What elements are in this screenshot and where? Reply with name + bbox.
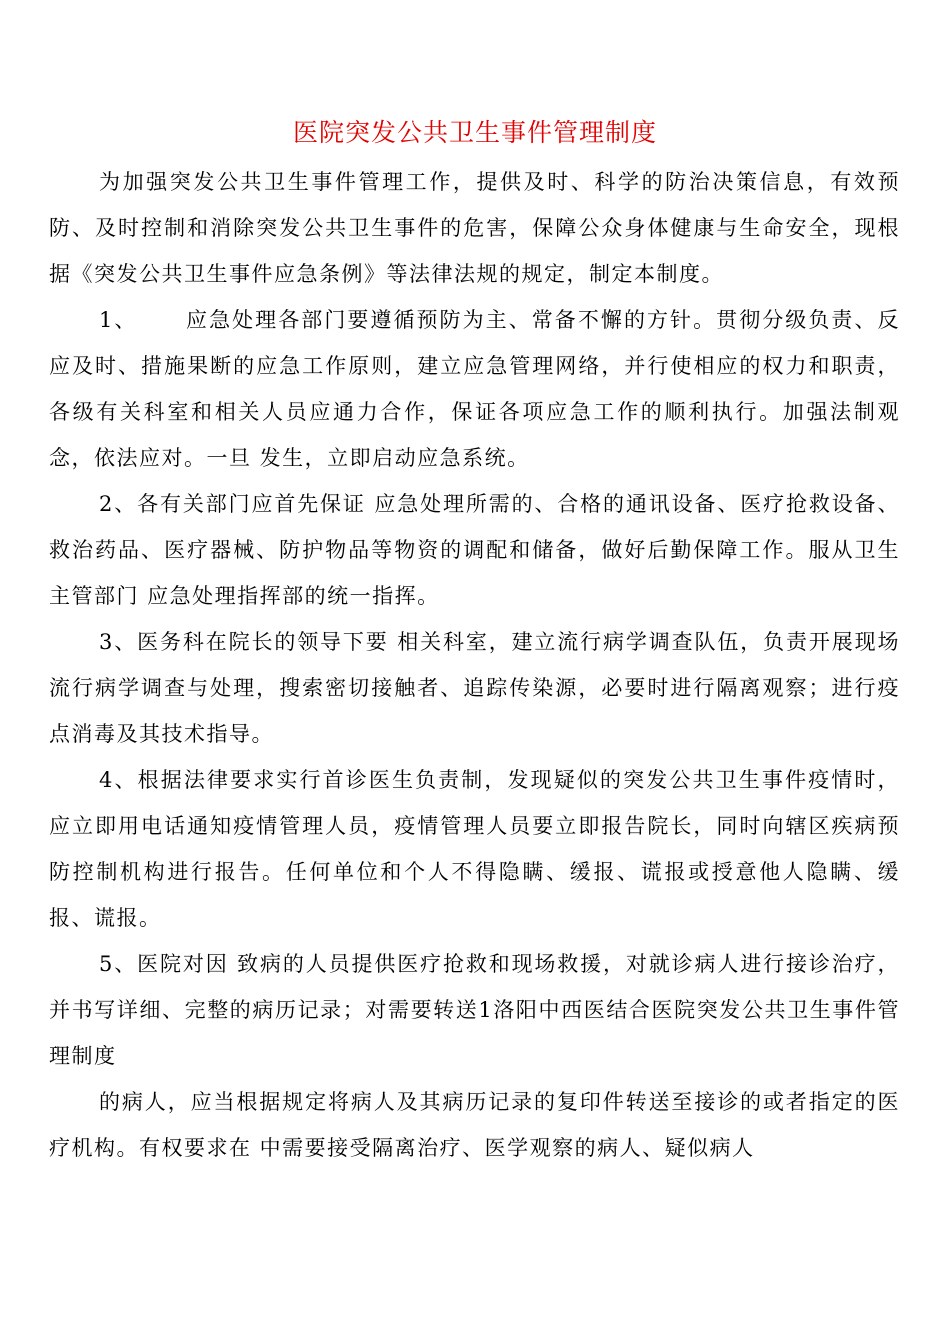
paragraph-intro: 为加强突发公共卫生事件管理工作，提供及时、科学的防治决策信息，有效预防、及时控制和消除突发公共卫生事件的危害，保障公众身体健康与生命安全，现根据《突发公共卫生事件应急条例》等法律法规的规定，制定本制度。	[49, 170, 900, 286]
document-body	[49, 159, 900, 1171]
document-title: 医院突发公共卫生事件管理制度	[292, 118, 657, 147]
paragraph-item-1	[49, 297, 900, 481]
item-1-text: 应急处理各部门要遵循预防为主、常备不懈的方针。贯彻分级负责、反应及时、措施果断的应急工作原则，建立应急管理网络，并行使相应的权力和职责，各级有关科室和相关人员应通力合作，保证各项应急工作的顺利执行。加强法制观念，依法应对。一旦 发生，立即启动应急系统。	[49, 308, 900, 470]
item-1-number: 1、	[99, 308, 138, 332]
paragraph-item-3: 3、医务科在院长的领导下要 相关科室，建立流行病学调查队伍，负责开展现场流行病学调查与处理，搜索密切接触者、追踪传染源，必要时进行隔离观察；进行疫点消毒及其技术指导。	[49, 630, 900, 746]
paragraph-item-4: 4、根据法律要求实行首诊医生负责制，发现疑似的突发公共卫生事件疫情时，应立即用电话通知疫情管理人员，疫情管理人员要立即报告院长，同时向辖区疾病预防控制机构进行报告。任何单位和个人不得隐瞒、缓报、谎报或授意他人隐瞒、缓报、谎报。	[49, 768, 900, 930]
paragraph-item-2: 2、各有关部门应首先保证 应急处理所需的、合格的通讯设备、医疗抢救设备、救治药品、医疗器械、防护物品等物资的调配和储备，做好后勤保障工作。服从卫生主管部门 应急处理指挥部的统一指挥。	[49, 492, 900, 608]
paragraph-item-5: 5、医院对因 致病的人员提供医疗抢救和现场救援，对就诊病人进行接诊治疗，并书写详细、完整的病历记录；对需要转送1洛阳中西医结合医院突发公共卫生事件管理制度	[49, 952, 900, 1068]
paragraph-continued: 的病人，应当根据规定将病人及其病历记录的复印件转送至接诊的或者指定的医疗机构。有权要求在 中需要接受隔离治疗、医学观察的病人、疑似病人	[49, 1090, 900, 1160]
